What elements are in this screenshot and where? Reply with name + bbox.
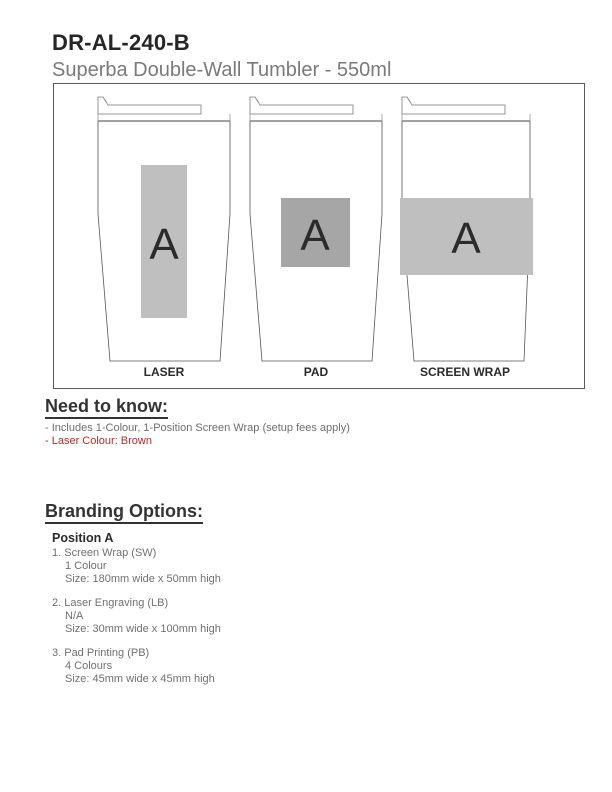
option-title: 1. Screen Wrap (SW) (52, 547, 157, 559)
option-size: Size: 30mm wide x 100mm high (65, 623, 221, 635)
option-colours: N/A (65, 610, 84, 622)
tumbler-pad (250, 97, 382, 361)
branding-option-screen-wrap (52, 547, 221, 586)
option-title: 3. Pad Printing (PB) (52, 647, 150, 659)
tumbler-screen-wrap (400, 97, 533, 361)
print-area-letter: A (300, 211, 330, 260)
branding-option-laser-engraving (52, 597, 221, 636)
option-colours: 4 Colours (65, 660, 113, 672)
tumbler-laser (98, 97, 230, 361)
product-name: Superba Double-Wall Tumbler - 550ml (52, 59, 392, 81)
option-title: 2. Laser Engraving (LB) (52, 597, 169, 609)
option-colours: 1 Colour (65, 560, 107, 572)
tumbler-drawings (54, 84, 586, 390)
cup-label-screen-wrap: SCREEN WRAP (419, 365, 510, 379)
option-size: Size: 45mm wide x 45mm high (65, 673, 215, 685)
note-includes: - Includes 1-Colour, 1-Position Screen Wrap (setup fees apply) (45, 422, 350, 434)
branding-illustration (53, 83, 585, 389)
product-code: DR-AL-240-B (52, 30, 190, 55)
option-size: Size: 180mm wide x 50mm high (65, 573, 221, 585)
cup-label-laser: LASER (143, 365, 185, 379)
print-area-letter: A (451, 214, 481, 263)
cup-label-pad: PAD (303, 365, 329, 379)
branding-options-heading: Branding Options: (45, 501, 203, 524)
need-to-know-heading: Need to know: (45, 396, 168, 419)
note-laser-colour: - Laser Colour: Brown (45, 435, 152, 447)
branding-option-pad-printing (52, 647, 215, 686)
print-area-letter: A (149, 220, 179, 269)
position-heading: Position A (52, 531, 114, 545)
